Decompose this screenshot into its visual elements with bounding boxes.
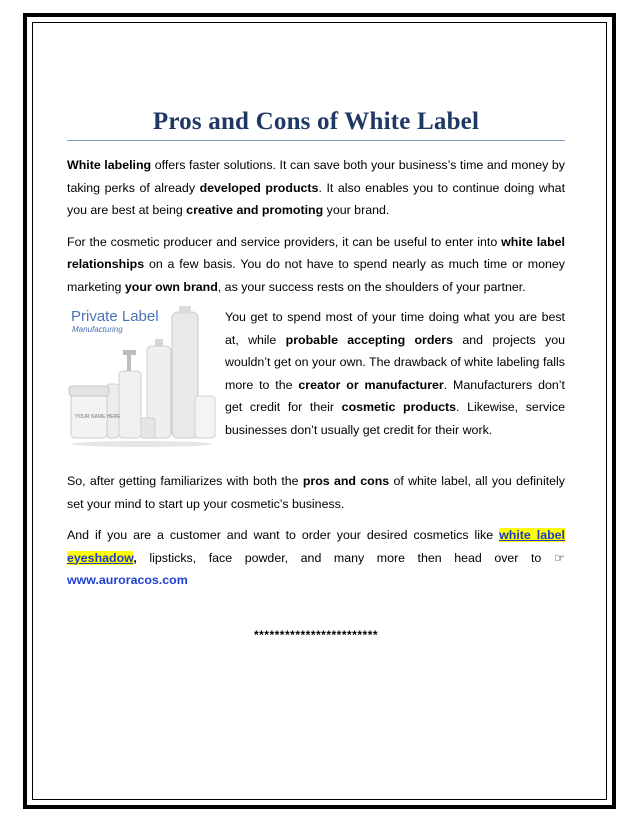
page-title: Pros and Cons of White Label: [67, 108, 565, 141]
bold-text: your own brand: [124, 279, 218, 294]
body-text: , as your success rests on the shoulders of your partner.: [217, 279, 526, 294]
separator-stars: ************************: [253, 628, 379, 642]
paragraph-call-to-action: [67, 524, 565, 592]
image-text-block: [67, 306, 565, 463]
body-text: And if you are a customer and want to order your desired cosmetics like: [67, 528, 500, 542]
body-text: offers faster solutions. It can save both your business’s time and money by taking perks of already: [67, 158, 566, 195]
link-comma: ,: [133, 550, 137, 565]
body-text: your brand.: [323, 203, 390, 217]
image-label-subtitle: Manufacturing: [72, 325, 123, 334]
document-body: [67, 108, 566, 642]
body-text: . Likewise, service businesses don’t usually get credit for their work.: [225, 400, 565, 437]
body-text: of white label, all you definitely set your mind to start up your cosmetic’s business.: [67, 474, 565, 511]
body-text: . Manufacturers don’t get credit for their: [225, 377, 565, 414]
body-text: on a few basis. You do not have to spend nearly as much time or money marketing: [67, 257, 565, 294]
image-label-title: Private Label: [71, 308, 159, 325]
body-text: lipsticks, face powder, and many more then head over to: [136, 550, 554, 565]
bold-text: pros and cons: [302, 474, 390, 488]
paragraph-conclusion: [67, 470, 565, 515]
eyeshadow-link[interactable]: white label eyeshadow: [67, 528, 565, 565]
body-text: For the cosmetic producer and service providers, it can be useful to enter into: [67, 234, 502, 249]
body-text: . It also enables you to continue doing what you are best at being: [67, 180, 566, 217]
private-label-product-image: [67, 306, 218, 448]
bold-text: White labeling: [67, 158, 152, 172]
website-link[interactable]: www.auroracos.com: [67, 573, 188, 587]
paragraph-relationships: [67, 231, 565, 299]
body-text: So, after getting familiarizes with both the: [67, 474, 303, 488]
body-text: and projects you wouldn’t get on your own. The drawback of white labeling falls more to the: [225, 332, 565, 392]
pointing-hand-icon: ☞: [553, 550, 565, 565]
bold-text: probable accepting orders: [285, 332, 454, 347]
paragraph-advantages: [225, 306, 565, 441]
bold-text: cosmetic products: [341, 400, 457, 414]
paragraph-intro: [67, 154, 565, 222]
bold-text: creator or manufacturer: [298, 377, 444, 392]
bold-text: developed products: [199, 180, 319, 195]
bold-text: white label relationships: [67, 234, 565, 271]
body-text: You get to spend most of your time doing what you are best at, while: [225, 310, 565, 347]
bottle-label-text: YOUR NAME HERE: [75, 414, 121, 420]
bold-text: creative and promoting: [186, 203, 324, 217]
